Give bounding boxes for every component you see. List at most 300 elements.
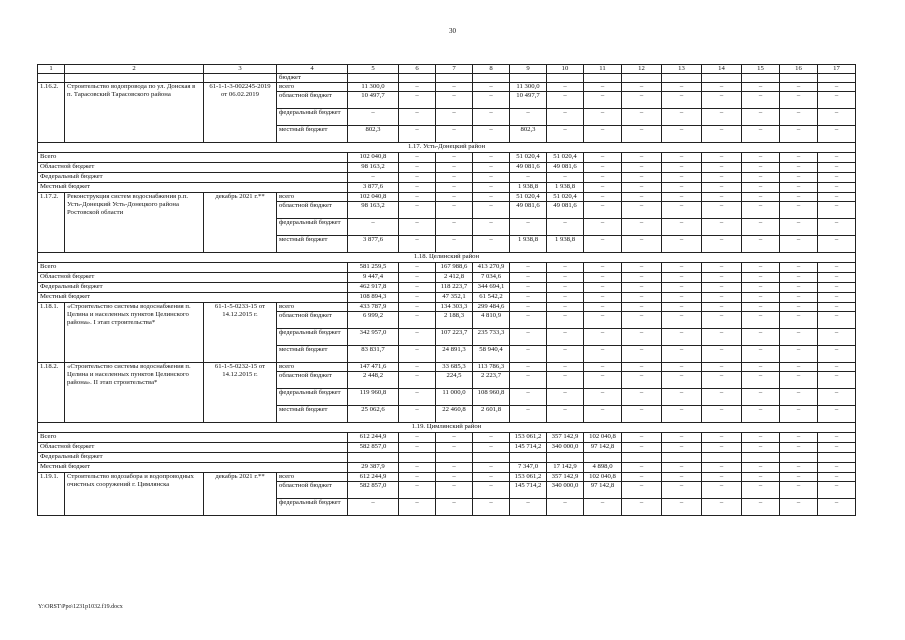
value-cell: – [399,236,436,253]
value-cell: 33 685,3 [436,363,473,372]
value-cell: 1 938,8 [510,236,547,253]
value-cell [399,453,436,463]
value-cell: 612 244,9 [348,473,399,482]
value-cell: – [399,283,436,293]
value-cell: – [399,153,436,163]
value-cell: – [780,499,818,516]
value-cell: – [584,109,622,126]
value-cell: – [584,83,622,92]
value-cell: – [510,263,547,273]
value-cell: – [702,236,742,253]
project-number: 1.17.2. [38,193,65,253]
value-cell: – [662,153,702,163]
value-cell: – [547,219,584,236]
project-name: «Строительство системы водоснабжения п. Целина и населенных пунктов Целинского района». II этап строительства* [65,363,204,423]
value-cell: – [622,443,662,453]
value-cell: – [622,303,662,312]
value-cell: 134 303,3 [436,303,473,312]
value-cell: 102 040,8 [348,153,399,163]
value-cell: – [742,463,780,473]
value-cell: – [399,219,436,236]
value-cell: – [742,92,780,109]
value-cell: – [510,303,547,312]
value-cell: 299 484,6 [473,303,510,312]
value-cell: – [510,312,547,329]
value-cell: – [702,363,742,372]
value-cell: – [662,263,702,273]
total-label: Федеральный бюджет [38,453,348,463]
project-document: декабрь 2021 г.** [204,193,277,253]
district-total-row [38,183,856,193]
district-total-row [38,443,856,453]
value-cell: – [818,163,856,173]
value-cell: – [742,283,780,293]
value-cell: – [702,473,742,482]
value-cell: – [702,83,742,92]
value-cell: – [742,153,780,163]
value-cell: – [780,219,818,236]
value-cell: – [780,163,818,173]
value-cell: 102 040,8 [348,193,399,202]
column-number: 15 [742,65,780,74]
value-cell: – [622,346,662,363]
value-cell: – [547,346,584,363]
value-cell: 145 714,2 [510,482,547,499]
value-cell: – [584,499,622,516]
value-cell: – [547,363,584,372]
value-cell: 58 940,4 [473,346,510,363]
value-cell: – [662,363,702,372]
value-cell: – [702,329,742,346]
value-cell: 340 000,0 [547,443,584,453]
value-cell: 2 412,8 [436,273,473,283]
value-cell: – [662,92,702,109]
project-document: 61-1-5-0232-15 от 14.12.2015 г. [204,363,277,423]
value-cell: – [622,293,662,303]
value-cell: – [622,482,662,499]
value-cell: 224,5 [436,372,473,389]
value-cell: – [622,372,662,389]
value-cell: 10 497,7 [510,92,547,109]
value-cell: – [622,499,662,516]
value-cell: – [702,219,742,236]
value-cell: – [742,433,780,443]
value-cell: 612 244,9 [348,433,399,443]
column-number-row [38,65,856,74]
value-cell: 344 694,1 [473,283,510,293]
value-cell: – [399,443,436,453]
value-cell: – [473,83,510,92]
value-cell: 2 188,3 [436,312,473,329]
value-cell: – [584,183,622,193]
value-cell: 49 081,6 [510,163,547,173]
value-cell: – [780,183,818,193]
value-cell: 582 857,0 [348,482,399,499]
value-cell: – [510,372,547,389]
value-cell: – [584,126,622,143]
value-cell: 51 020,4 [547,153,584,163]
value-cell: – [702,406,742,423]
project-name: Строительство водопровода по ул. Донская в п. Тарасовский Тарасовского района [65,83,204,143]
value-cell: 47 352,1 [436,293,473,303]
value-cell: – [622,463,662,473]
value-cell: – [780,193,818,202]
value-cell: – [399,92,436,109]
value-cell: 357 142,9 [547,433,584,443]
value-cell: – [399,329,436,346]
value-cell: – [584,92,622,109]
value-cell: – [510,293,547,303]
column-number: 12 [622,65,662,74]
value-cell: 7 034,6 [473,273,510,283]
value-cell: – [702,92,742,109]
value-cell: 4 898,0 [584,463,622,473]
value-cell: – [584,346,622,363]
value-cell: – [780,92,818,109]
value-cell: – [399,433,436,443]
value-cell: 49 081,6 [510,202,547,219]
value-cell: – [584,283,622,293]
district-total-row [38,283,856,293]
value-cell: – [742,173,780,183]
value-cell: 49 081,6 [547,163,584,173]
value-cell: 340 000,0 [547,482,584,499]
value-cell: – [780,126,818,143]
value-cell: – [742,499,780,516]
value-cell: – [662,283,702,293]
value-cell: – [702,202,742,219]
value-cell: – [818,92,856,109]
value-cell: – [742,163,780,173]
value-cell: – [702,109,742,126]
value-cell: – [584,163,622,173]
value-cell: – [547,372,584,389]
budget-type-label: областной бюджет [277,202,348,219]
district-total-row [38,173,856,183]
value-cell: 167 988,6 [436,263,473,273]
value-cell: – [547,329,584,346]
value-cell: 98 163,2 [348,163,399,173]
value-cell: – [584,312,622,329]
value-cell: 1 938,8 [547,183,584,193]
value-cell: 51 020,4 [510,153,547,163]
value-cell: 51 020,4 [510,193,547,202]
value-cell: – [399,193,436,202]
value-cell: – [780,293,818,303]
district-section-row [38,143,856,153]
value-cell: – [818,433,856,443]
value-cell: – [662,482,702,499]
project-number: 1.18.1. [38,303,65,363]
continued-row [38,74,856,83]
value-cell [510,453,547,463]
value-cell: – [742,346,780,363]
value-cell: 2 601,8 [473,406,510,423]
value-cell: – [510,499,547,516]
value-cell: – [702,499,742,516]
value-cell: 108 960,8 [473,389,510,406]
column-number: 2 [65,65,204,74]
column-number: 3 [204,65,277,74]
value-cell: – [702,126,742,143]
value-cell: – [662,273,702,283]
value-cell: – [473,499,510,516]
value-cell: – [662,312,702,329]
district-total-row [38,433,856,443]
value-cell: – [818,346,856,363]
value-cell: – [547,406,584,423]
value-cell: – [818,219,856,236]
value-cell: 2 223,7 [473,372,510,389]
value-cell: – [742,406,780,423]
value-cell: – [780,312,818,329]
column-number: 7 [436,65,473,74]
column-number: 11 [584,65,622,74]
column-number: 5 [348,65,399,74]
file-path-footer: Y:\ORST\Ppo\1231p1032.f19.docx [38,604,123,610]
value-cell: – [702,273,742,283]
value-cell: – [473,153,510,163]
value-cell: – [702,443,742,453]
budget-type-label: федеральный бюджет [277,499,348,516]
district-total-row [38,163,856,173]
value-cell: – [662,219,702,236]
budget-type-label: федеральный бюджет [277,329,348,346]
value-cell: – [436,202,473,219]
value-cell: – [622,183,662,193]
total-label: Местный бюджет [38,183,348,193]
value-cell: 119 960,8 [348,389,399,406]
value-cell: 97 142,8 [584,482,622,499]
budget-type-label: всего [277,363,348,372]
value-cell: – [780,406,818,423]
value-cell: 11 300,0 [348,83,399,92]
value-cell [584,453,622,463]
value-cell: – [622,193,662,202]
value-cell: – [436,183,473,193]
value-cell: 357 142,9 [547,473,584,482]
value-cell: – [473,183,510,193]
value-cell: – [399,406,436,423]
total-label: Всего [38,433,348,443]
value-cell: – [780,389,818,406]
value-cell: – [547,303,584,312]
value-cell: – [780,443,818,453]
value-cell: – [780,153,818,163]
budget-type-label: всего [277,83,348,92]
budget-type-label: федеральный бюджет [277,219,348,236]
value-cell: – [780,482,818,499]
value-cell: – [399,463,436,473]
value-cell: – [399,482,436,499]
value-cell: – [510,273,547,283]
value-cell: 97 142,8 [584,443,622,453]
project-row [38,193,856,202]
value-cell: 153 061,2 [510,433,547,443]
value-cell: – [742,372,780,389]
project-name: Строительство водозабора и водопроводных очистных сооружений г. Цимлянска [65,473,204,516]
value-cell: – [622,219,662,236]
value-cell: – [662,389,702,406]
column-number: 16 [780,65,818,74]
value-cell: – [702,173,742,183]
value-cell: – [510,109,547,126]
value-cell: – [662,329,702,346]
value-cell: – [702,463,742,473]
district-total-row [38,463,856,473]
value-cell: 11 000,0 [436,389,473,406]
value-cell: – [473,463,510,473]
value-cell: – [662,202,702,219]
value-cell: 102 040,8 [584,433,622,443]
value-cell: 581 259,5 [348,263,399,273]
project-row [38,363,856,372]
value-cell: – [399,202,436,219]
value-cell: – [584,303,622,312]
value-cell: – [436,463,473,473]
value-cell: – [742,193,780,202]
total-label: Всего [38,263,348,273]
value-cell: – [622,163,662,173]
value-cell: – [622,312,662,329]
district-total-row [38,153,856,163]
value-cell: – [780,329,818,346]
value-cell: – [662,163,702,173]
value-cell: 433 787,9 [348,303,399,312]
column-number: 6 [399,65,436,74]
value-cell: – [818,183,856,193]
value-cell: 413 270,9 [473,263,510,273]
value-cell: – [473,109,510,126]
value-cell: – [436,109,473,126]
value-cell: – [780,372,818,389]
value-cell: – [662,433,702,443]
value-cell: – [818,473,856,482]
value-cell: – [436,92,473,109]
value-cell: – [662,126,702,143]
value-cell: – [780,303,818,312]
value-cell: – [780,173,818,183]
value-cell: – [348,499,399,516]
value-cell: – [622,83,662,92]
project-name: «Строительство системы водоснабжения п. Целина и населенных пунктов Целинского района». I этап строительства* [65,303,204,363]
value-cell: 108 894,3 [348,293,399,303]
value-cell: – [436,193,473,202]
district-section-row [38,423,856,433]
column-number: 1 [38,65,65,74]
district-total-row [38,273,856,283]
value-cell: – [547,109,584,126]
value-cell: – [780,83,818,92]
value-cell: – [399,273,436,283]
value-cell: 102 040,8 [584,473,622,482]
value-cell: – [818,109,856,126]
value-cell: – [818,499,856,516]
value-cell: – [547,283,584,293]
value-cell: – [622,109,662,126]
value-cell: – [547,389,584,406]
value-cell: – [662,346,702,363]
budget-type-label: местный бюджет [277,346,348,363]
value-cell: – [473,443,510,453]
value-cell: 235 733,3 [473,329,510,346]
value-cell: 17 142,9 [547,463,584,473]
value-cell: – [702,389,742,406]
value-cell: – [584,263,622,273]
value-cell [622,453,662,463]
budget-table [37,64,856,516]
value-cell: 462 917,8 [348,283,399,293]
value-cell: – [818,363,856,372]
value-cell: – [702,312,742,329]
value-cell: 802,3 [510,126,547,143]
value-cell: 3 877,6 [348,183,399,193]
value-cell: – [662,173,702,183]
total-label: Федеральный бюджет [38,283,348,293]
value-cell: – [399,372,436,389]
value-cell: – [436,482,473,499]
project-document: 61-1-5-0233-15 от 14.12.2015 г. [204,303,277,363]
value-cell: – [742,219,780,236]
value-cell: 83 831,7 [348,346,399,363]
value-cell: – [399,293,436,303]
value-cell: 6 999,2 [348,312,399,329]
district-total-row [38,293,856,303]
value-cell: – [742,83,780,92]
value-cell: – [702,346,742,363]
value-cell: – [780,346,818,363]
value-cell: – [742,303,780,312]
value-cell: – [818,126,856,143]
value-cell: 9 447,4 [348,273,399,283]
value-cell: – [547,263,584,273]
value-cell: – [436,236,473,253]
value-cell: – [742,202,780,219]
value-cell: 49 081,6 [547,202,584,219]
value-cell: – [818,236,856,253]
budget-type-label: бюджет [277,74,348,83]
value-cell: – [662,463,702,473]
project-row [38,473,856,482]
value-cell: – [742,126,780,143]
value-cell: – [547,92,584,109]
value-cell: – [622,202,662,219]
value-cell: 582 857,0 [348,443,399,453]
value-cell: – [348,219,399,236]
value-cell: – [436,219,473,236]
value-cell [818,453,856,463]
value-cell: – [662,193,702,202]
value-cell: – [547,173,584,183]
value-cell: – [702,263,742,273]
value-cell: 107 223,7 [436,329,473,346]
value-cell: – [818,372,856,389]
value-cell: 29 387,9 [348,463,399,473]
value-cell: – [399,173,436,183]
value-cell: 98 163,2 [348,202,399,219]
value-cell: – [742,293,780,303]
value-cell: – [436,473,473,482]
value-cell: – [399,183,436,193]
value-cell: – [399,83,436,92]
value-cell: – [547,293,584,303]
value-cell: – [473,126,510,143]
value-cell: – [818,303,856,312]
district-title: 1.18. Целинский район [38,253,856,263]
value-cell: – [473,92,510,109]
column-number: 9 [510,65,547,74]
value-cell: – [780,263,818,273]
